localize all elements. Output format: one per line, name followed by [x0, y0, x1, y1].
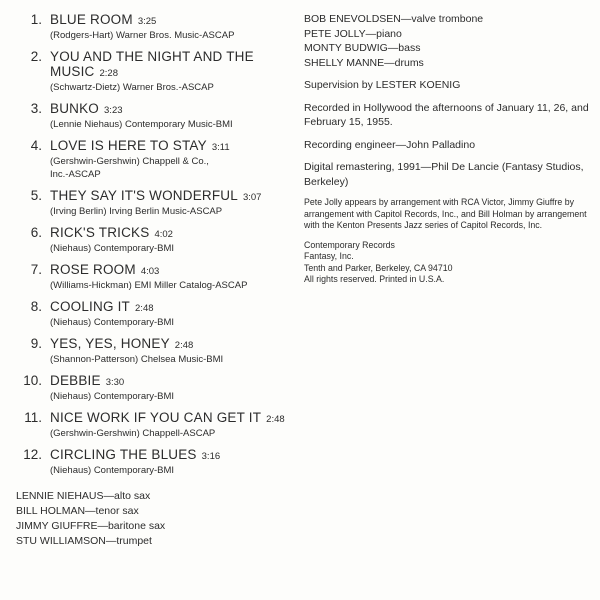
track-item: [16, 373, 286, 403]
track-item: [16, 138, 286, 181]
track-title-line: [50, 101, 286, 118]
track-duration: 3:11: [211, 142, 230, 153]
track-title: DEBBIE: [50, 373, 101, 388]
track-title-line: [50, 410, 286, 427]
track-credit: (Niehaus) Contemporary-BMI: [50, 317, 175, 328]
track-item: [16, 336, 286, 366]
track-title: BLUE ROOM: [50, 12, 133, 27]
track-credit: (Niehaus) Contemporary-BMI: [50, 391, 175, 402]
track-number: 2.: [30, 49, 42, 64]
personnel-entry: SHELLY MANNE—drums: [304, 56, 424, 69]
track-number: 3.: [30, 101, 42, 116]
engineer-credit: Recording engineer—John Palladino: [304, 138, 476, 151]
track-title-line: [50, 188, 286, 205]
track-credit: (Gershwin-Gershwin) Chappell-ASCAP: [50, 428, 216, 439]
track-title: CIRCLING THE BLUES: [50, 447, 197, 462]
personnel-entry: PETE JOLLY—piano: [304, 27, 402, 40]
track-title-line: [50, 225, 286, 242]
track-item: [16, 299, 286, 329]
personnel-entry: MONTY BUDWIG—bass: [304, 42, 421, 54]
track-credit: (Niehaus) Contemporary-BMI: [50, 465, 175, 476]
personnel-entry: BOB ENEVOLDSEN—valve trombone: [304, 13, 484, 25]
supervision-credit: Supervision by LESTER KOENIG: [304, 79, 461, 91]
personnel-entry: STU WILLIAMSON—trumpet: [16, 535, 152, 547]
track-title-line: [50, 447, 286, 464]
label-line: Contemporary Records: [304, 239, 395, 250]
track-title: BUNKO: [50, 101, 100, 116]
track-number: 12.: [23, 447, 42, 462]
remastering-credit: Digital remastering, 1991—Phil De Lancie (Fantasy Studios, Berkeley): [304, 161, 584, 188]
track-item: [16, 262, 286, 292]
track-number: 10.: [23, 373, 42, 388]
track-duration: 2:48: [174, 340, 194, 351]
track-number: 5.: [30, 188, 42, 203]
track-title-line: [50, 262, 286, 279]
track-duration: 2:48: [135, 303, 154, 314]
personnel-entry: LENNIE NIEHAUS—alto sax: [16, 490, 151, 502]
track-number: 8.: [30, 299, 42, 314]
track-credit: (Rodgers-Hart) Warner Bros. Music-ASCAP: [50, 30, 235, 41]
track-duration: 4:02: [154, 229, 173, 240]
track-item: [16, 225, 286, 255]
track-list: [16, 12, 286, 549]
track-duration: 4:03: [140, 266, 160, 277]
track-duration: 3:25: [137, 16, 157, 27]
track-duration: 3:16: [201, 451, 221, 462]
track-title-line: [50, 373, 286, 390]
track-number: 1.: [30, 12, 42, 27]
track-title: RICK'S TRICKS: [50, 225, 150, 240]
track-number: 4.: [30, 138, 42, 153]
track-item: [16, 188, 286, 218]
label-address: [304, 240, 589, 286]
track-item: [16, 410, 286, 440]
track-title-line: [50, 336, 286, 353]
track-credit: (Schwartz-Dietz) Warner Bros.-ASCAP: [50, 82, 214, 93]
track-number: 11.: [24, 410, 42, 425]
track-title: NICE WORK IF YOU CAN GET IT: [50, 410, 262, 425]
track-number: 6.: [30, 225, 42, 240]
track-number: 7.: [30, 262, 42, 277]
recording-info: Recorded in Hollywood the afternoons of January 11, 26, and February 15, 1955.: [304, 101, 589, 128]
track-duration: 3:07: [242, 192, 262, 203]
track-credit: (Shannon-Patterson) Chelsea Music-BMI: [50, 354, 224, 365]
track-credit: (Williams-Hickman) EMI Miller Catalog-ASCAP: [50, 280, 248, 291]
personnel-entry: BILL HOLMAN—tenor sax: [16, 505, 139, 517]
personnel-left: [16, 489, 286, 549]
track-title: LOVE IS HERE TO STAY: [50, 138, 207, 153]
track-duration: 3:30: [105, 377, 125, 388]
track-duration: 2:28: [99, 68, 118, 79]
track-duration: 2:48: [266, 414, 285, 425]
label-line: Tenth and Parker, Berkeley, CA 94710: [304, 262, 453, 273]
track-item: [16, 12, 286, 42]
personnel-right: [304, 12, 589, 70]
track-item: [16, 49, 286, 94]
track-duration: 3:23: [104, 105, 123, 116]
track-credit: (Lennie Niehaus) Contemporary Music-BMI: [50, 119, 233, 130]
track-credit: (Irving Berlin) Irving Berlin Music-ASCAP: [50, 206, 223, 217]
label-line: All rights reserved. Printed in U.S.A.: [304, 274, 445, 284]
track-number: 9.: [30, 336, 42, 351]
label-line: Fantasy, Inc.: [304, 251, 354, 261]
track-item: [16, 101, 286, 131]
track-item: [16, 447, 286, 477]
arrangement-note: Pete Jolly appears by arrangement with RCA Victor, Jimmy Giuffre by arrangement with Capitol Records, Inc., and Bill Holman by arrangement with the Kenton Presents Jazz series of Capitol Records, Inc.: [304, 197, 587, 230]
track-title: THEY SAY IT'S WONDERFUL: [50, 188, 238, 203]
track-title-line: [50, 12, 286, 29]
track-title-line: [50, 138, 286, 155]
credits-column: [304, 12, 589, 294]
track-title: YOU AND THE NIGHT AND THE MUSIC: [50, 49, 254, 79]
track-credit: Inc.-ASCAP: [50, 169, 101, 180]
track-credit: (Gershwin-Gershwin) Chappell & Co.,: [50, 156, 209, 167]
track-title: COOLING IT: [50, 299, 131, 314]
tracks-container: [16, 12, 286, 477]
track-title: ROSE ROOM: [50, 262, 136, 277]
track-credit: (Niehaus) Contemporary-BMI: [50, 243, 175, 254]
track-title-line: [50, 49, 286, 81]
track-title: YES, YES, HONEY: [50, 336, 170, 351]
track-title-line: [50, 299, 286, 316]
personnel-entry: JIMMY GIUFFRE—baritone sax: [16, 520, 166, 532]
